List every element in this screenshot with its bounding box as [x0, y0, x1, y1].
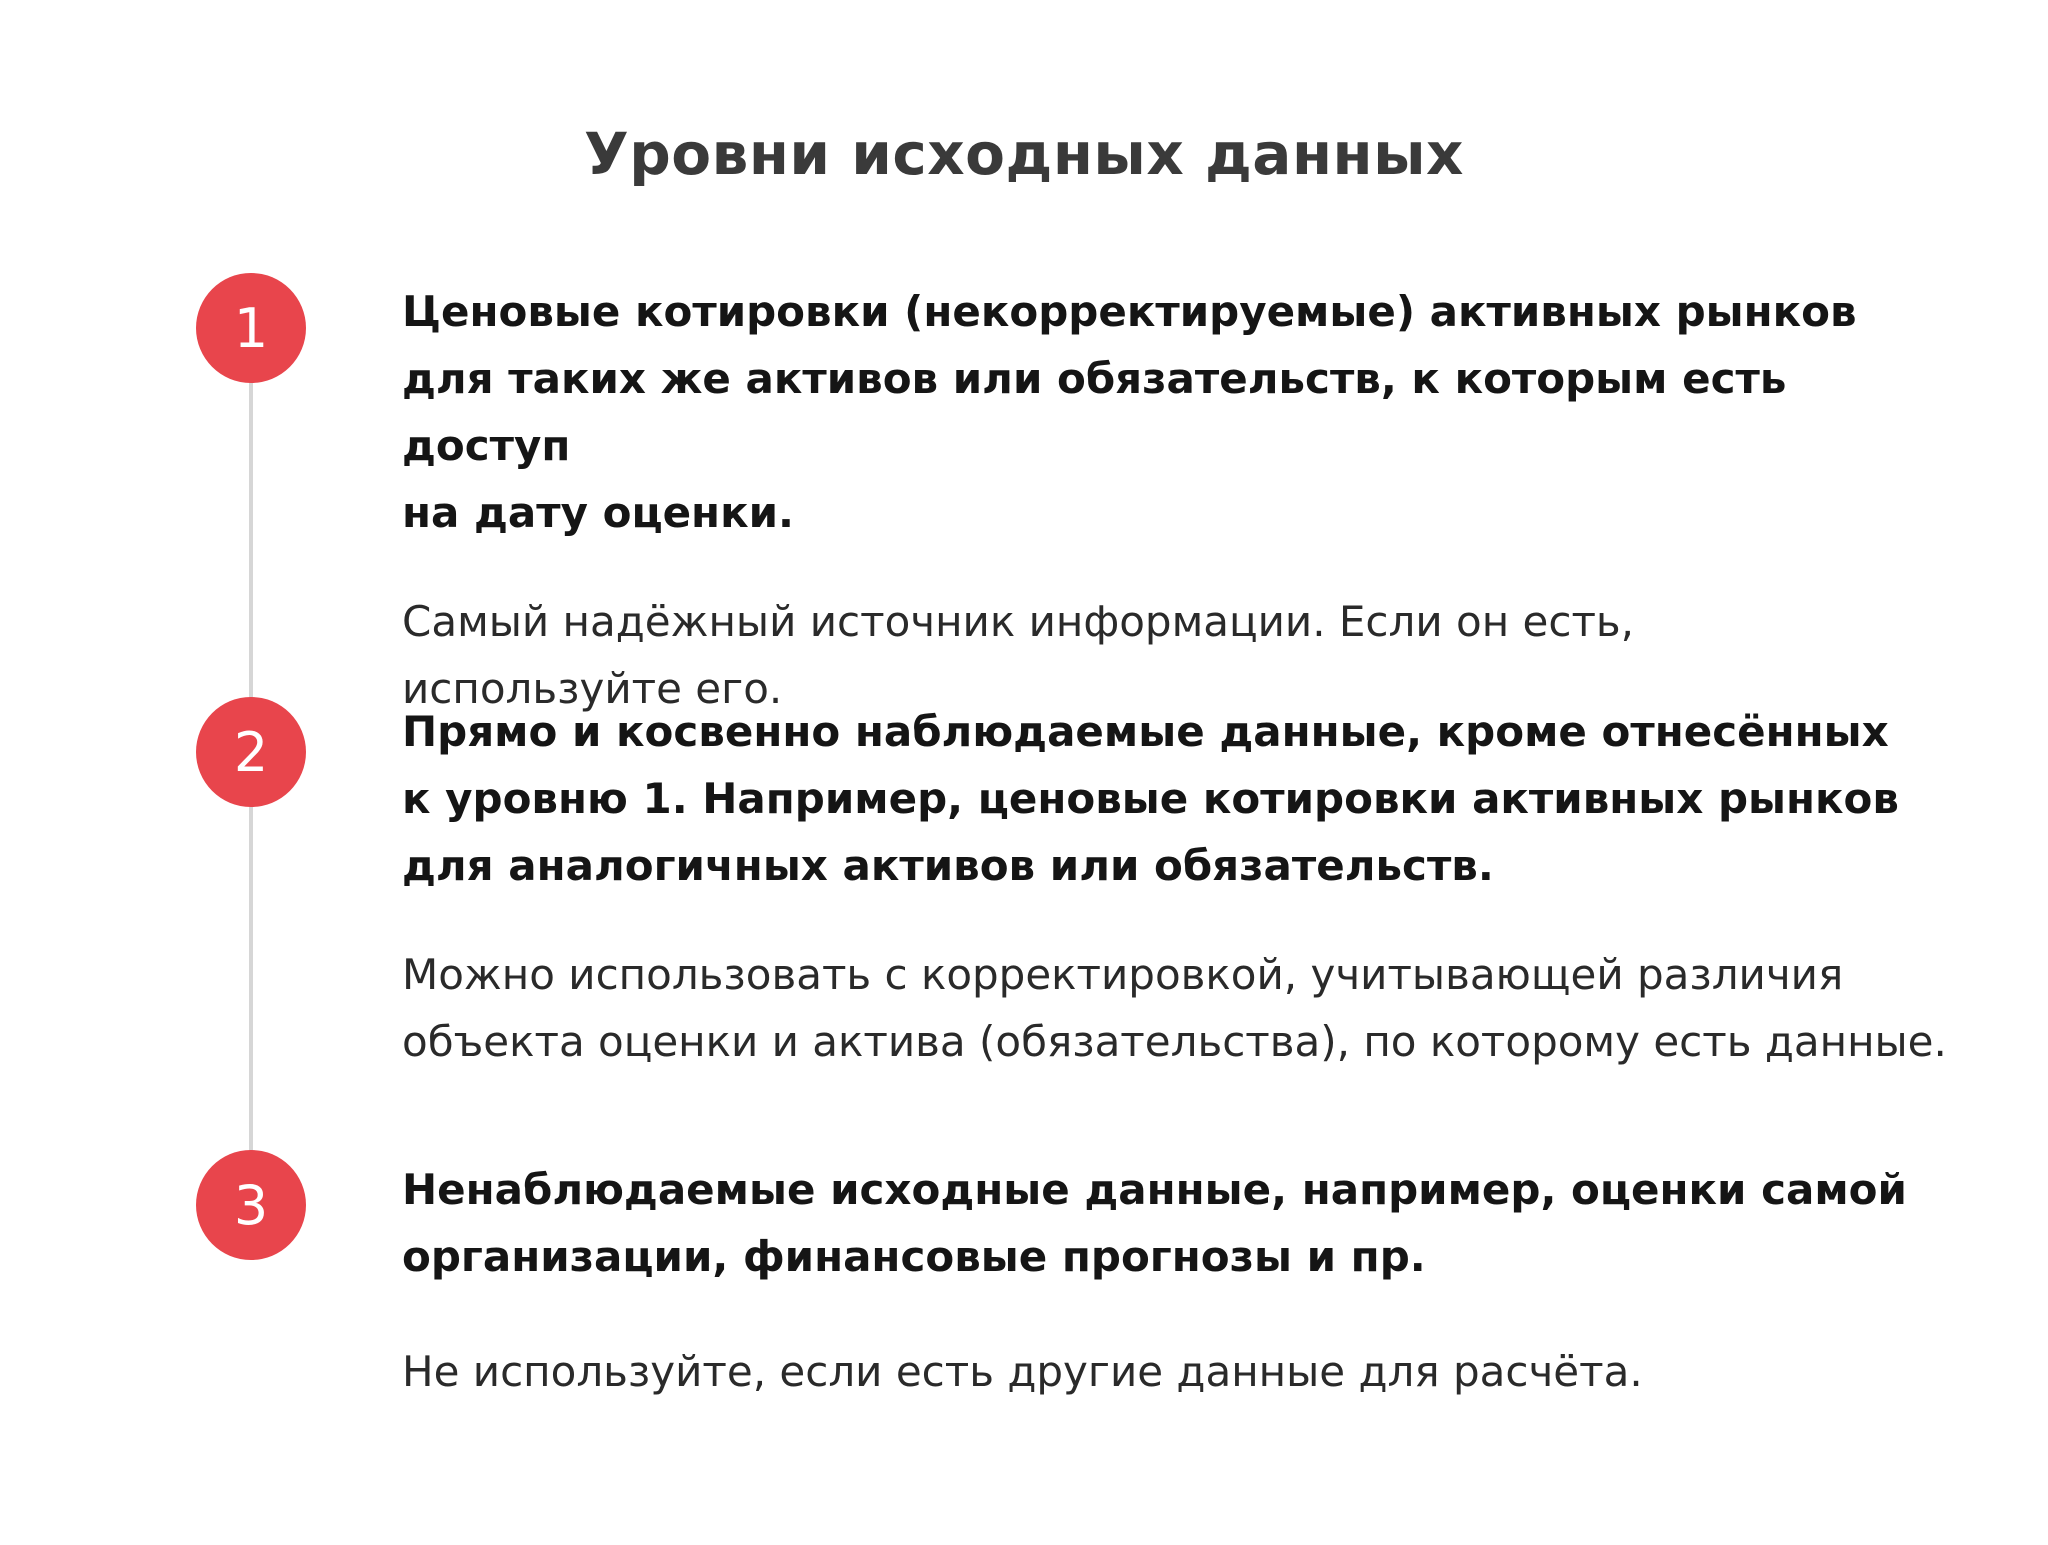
heading-line: на дату оценки.	[402, 488, 794, 537]
description-line: используйте его.	[402, 664, 783, 713]
description-line: объекта оценки и актива (обязательства), по которому есть данные.	[402, 1017, 1947, 1066]
level-2-block	[402, 698, 1962, 1075]
level-3-badge: 3	[196, 1150, 306, 1260]
heading-line: организации, финансовые прогнозы и пр.	[402, 1232, 1426, 1281]
heading-line: Ненаблюдаемые исходные данные, например, оценки самой	[402, 1165, 1907, 1214]
description-line: Не используйте, если есть другие данные для расчёта.	[402, 1347, 1643, 1396]
heading-line: для таких же активов или обязательств, к которым есть доступ	[402, 354, 1787, 470]
heading-line: для аналогичных активов или обязательств.	[402, 841, 1494, 890]
level-3-block	[402, 1156, 1962, 1405]
page-title: Уровни исходных данных	[584, 120, 1464, 188]
heading-line: Прямо и косвенно наблюдаемые данные, кроме отнесённых	[402, 707, 1889, 756]
level-1-heading	[402, 278, 1962, 546]
level-3-description	[402, 1338, 1962, 1405]
level-2-badge: 2	[196, 697, 306, 807]
level-1-badge: 1	[196, 273, 306, 383]
heading-line: Ценовые котировки (некорректируемые) активных рынков	[402, 287, 1857, 336]
level-2-description	[402, 941, 1962, 1075]
level-2-heading	[402, 698, 1962, 899]
description-line: Самый надёжный источник информации. Если он есть,	[402, 597, 1635, 646]
heading-line: к уровню 1. Например, ценовые котировки активных рынков	[402, 774, 1899, 823]
level-3-heading	[402, 1156, 1962, 1290]
level-1-block	[402, 278, 1962, 722]
description-line: Можно использовать с корректировкой, учитывающей различия	[402, 950, 1844, 999]
